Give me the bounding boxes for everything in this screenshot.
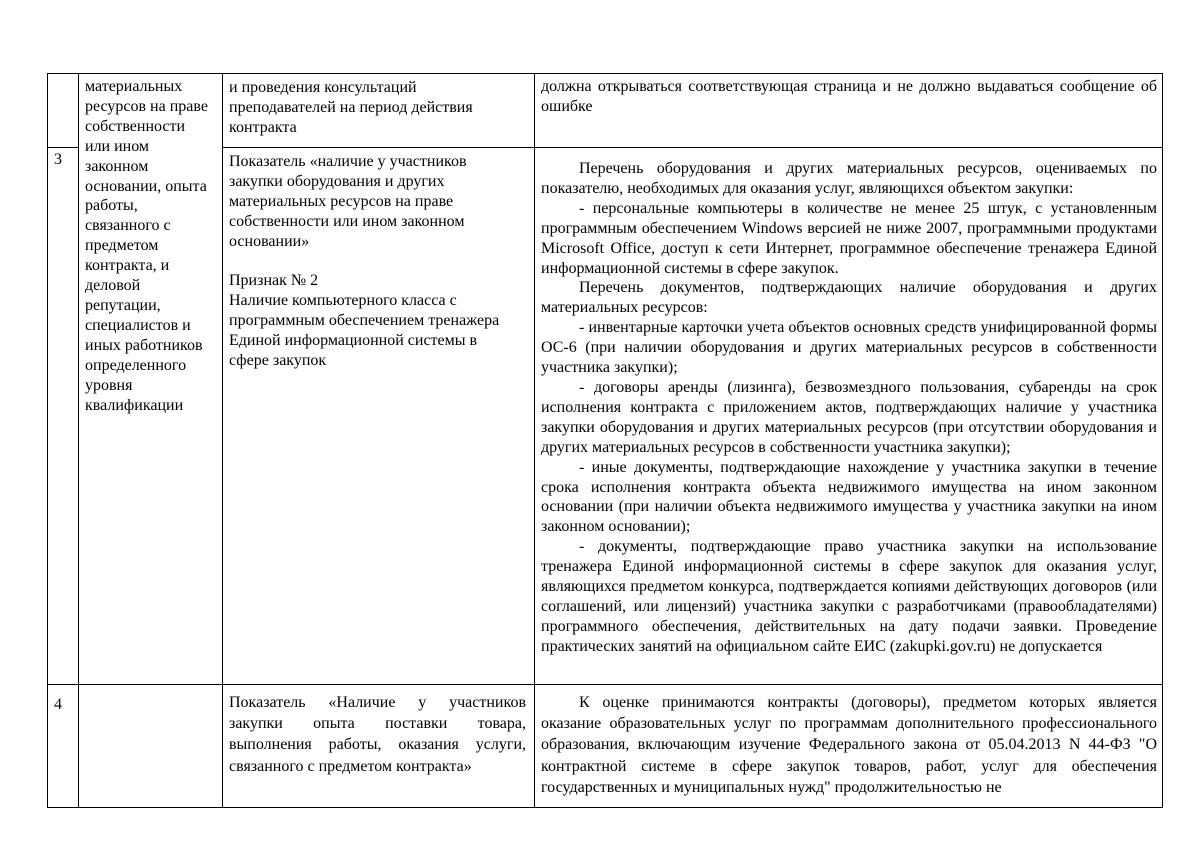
criterion-description-cell (79, 74, 223, 685)
assessment-details-cell (535, 685, 1163, 808)
assessment-details-cell-continuation (535, 74, 1163, 148)
table-row-4 (48, 685, 1163, 808)
criterion-text: материальных ресурсов на праве собственности или ином законном основании, опыта работы, связанного с предметом контракта, и деловой репутации, специалистов и иных работников определенного уровня квалификации (85, 78, 208, 414)
assessment-details-text: К оценке принимаются контракты (договоры), предметом которых является оказание образовательных услуг по программам дополнительного профессионального образования, включающим изучение Федерального закона от 05.04.2013 N 44-ФЗ "О контрактной системе в сфере закупок товаров, работ, услуг для обеспечения государственных и муниципальных нужд" продолжительностью не (541, 694, 1157, 796)
indicator-cell (223, 148, 535, 685)
row-number-cell: 4 (48, 685, 79, 808)
indicator-text: Показатель «наличие у участников закупки оборудования и других материальных ресурсов на праве собственности или ином законном основании» Признак № 2 Наличие компьютерного класса с программным обеспечением тренажера Единой информационной системы в сфере закупок (229, 153, 500, 370)
row-number-cell: 3 (48, 148, 79, 685)
assessment-details-text: Перечень оборудования и других материальных ресурсов, оцениваемых по показателю, необходимых для оказания услуг, являющихся объектом закупки: - персональные компьютеры в количестве не менее 25 штук, с установленным программным обеспечением Windows версией не ниже 2007, программными продуктами Microsoft Office, доступ к сети Интернет, программное обеспечение тренажера Единой информационной системы в сфере закупок. Перечень документов, подтверждающих наличие оборудования и других материальных ресурсов: - инвентарные карточки учета объектов основных средств унифицированной формы ОС-6 (при наличии оборудования и других материальных ресурсов в собственности участника закупки); - договоры аренды (лизинга), безвозмездного пользования, субаренды на срок исполнения контракта с приложением актов, подтверждающих наличие у участника закупки оборудования и других материальных ресурсов (при отсутствии оборудования и других материальных ресурсов в собственности участника закупки); - иные документы, подтверждающие нахождение у участника закупки в течение срока исполнения контракта объекта недвижимого имущества на ином законном основании (при наличии объекта недвижимого имущества у участника закупки на ином законном основании); - документы, подтверждающие право участника закупки на использование тренажера Единой информационной системы в сфере закупок для оказания услуг, являющихся предметом конкурса, подтверждается копиями действующих договоров (или соглашений, или лицензий) участника закупки с разработчиками (правообладателями) программного обеспечения, действительных на дату подачи заявки. Проведение практических занятий на официальном сайте ЕИС (zakupki.gov.ru) не допускается (541, 160, 1157, 655)
indicator-cell-continuation (223, 74, 535, 148)
assessment-details-text-continuation: должна открываться соответствующая страница и не должно выдаваться сообщение об ошибке (541, 78, 1157, 115)
indicator-text-continuation: и проведения консультаций преподавателей на период действия контракта (229, 79, 473, 136)
row-number-cell-empty (48, 74, 79, 148)
assessment-details-cell (535, 148, 1163, 685)
criterion-description-cell-empty (79, 685, 223, 808)
indicator-text: Показатель «Наличие у участников закупки опыта поставки товара, выполнения работы, оказания услуги, связанного с предметом контракта» (229, 694, 526, 775)
evaluation-criteria-table (47, 73, 1163, 808)
table-row-continuation (48, 74, 1163, 148)
indicator-cell (223, 685, 535, 808)
